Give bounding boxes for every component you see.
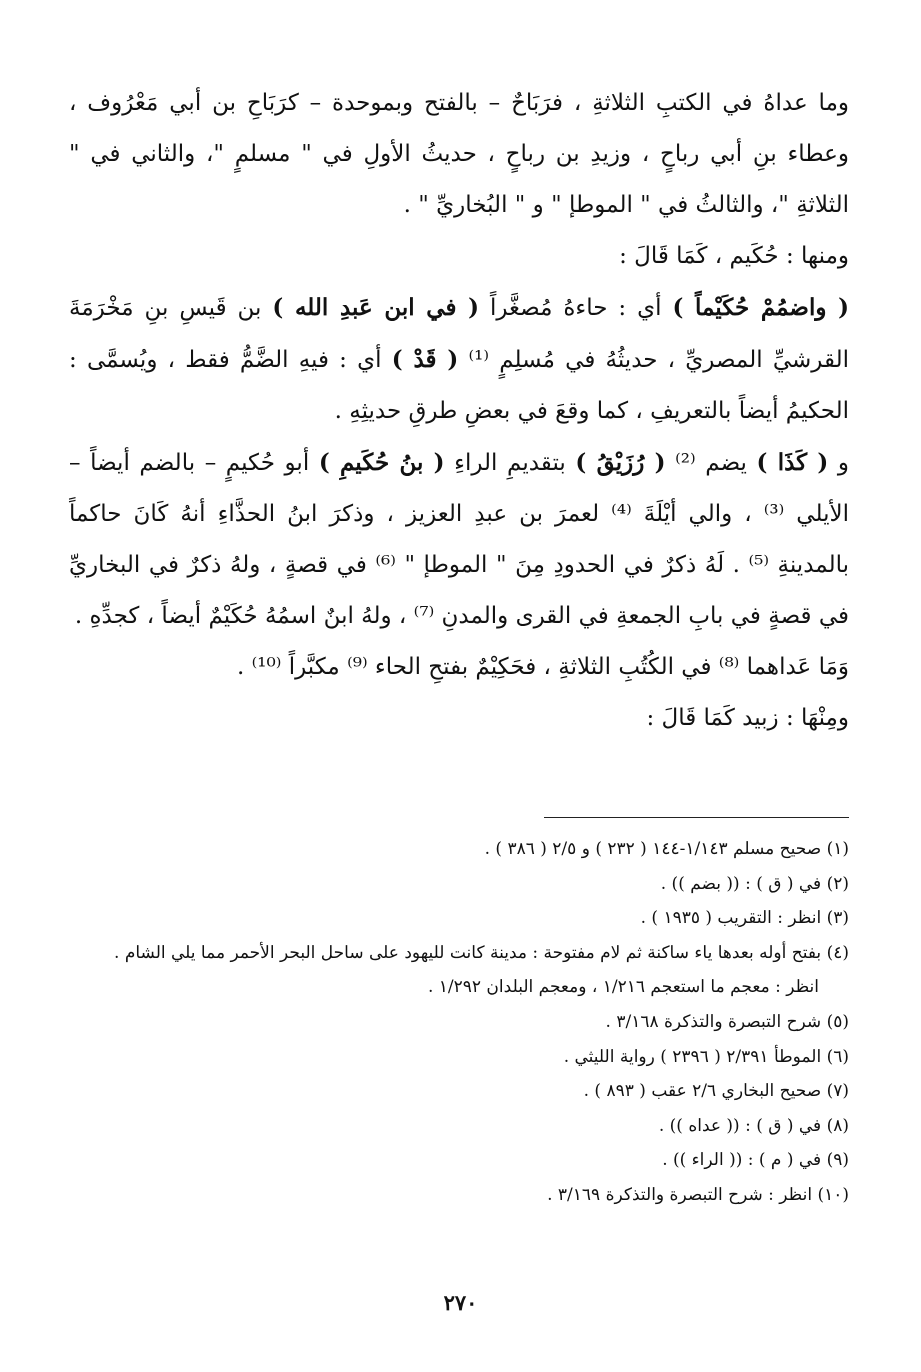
paragraph-5: وَمَا عَداهما ⁽⁸⁾ في الكُتُبِ الثلاثةِ ، فحَكِيْمٌ بفتحِ الحاء ⁽⁹⁾ مكبَّراً ⁽¹⁰⁾ . [237,654,849,680]
footnote-4-continuation: انظر : معجم ما استعجم ١/٢١٦ ، ومعجم البلدان ١/٢٩٢ . [427,977,819,998]
footnote-4: (٤) بفتح أوله بعدها ياء ساكنة ثم لام مفتوحة : مدينة كانت لليهود على ساحل البحر الأحمر مما يلي الشام . [114,942,849,963]
verse-phrase: ( رُزَيْقُ ) [575,449,666,476]
footnote-7: (٧) صحيح البخاري ٢/٦ عقب ( ٨٩٣ ) . [583,1081,849,1102]
paragraph-3 [69,282,849,437]
commentary-text: أي : فيهِ الضَّمُّ فقط ، ويُسمَّى : الحكيمُ أيضاً بالتعريفِ ، كما وقعَ في بعضِ طرقِ حديثِهِ . [69,347,849,424]
verse-phrase: ( قَدْ ) [391,346,459,373]
paragraph-6: ومِنْهَا : زبيد كَمَا قَالَ : [646,705,849,731]
page-number: ٢٧٠ [443,1290,478,1315]
paragraph-1: وما عداهُ في الكتبِ الثلاثةِ ، فرَبَاحٌ – بالفتح وبموحدة – كرَبَاحِ بن أبي مَعْرُوف ، وعطاء بنِ أبي رباحٍ ، وزيدِ بن رباحٍ ، حديثُ الأولِ في " مسلمٍ "، والثاني في " الثلاثةِ "، والثالثُ في " الموطإ " و " البُخاريِّ " . [69,90,849,218]
main-text [69,78,849,744]
commentary-text: يضم ⁽²⁾ [665,450,757,476]
verse-phrase: ( بنُ حُكَيمِ ) [318,449,445,476]
footnote-8: (٨) في ( ق ) : (( عداه )) . [658,1115,849,1136]
commentary-text: و [828,450,849,476]
commentary-text: أي : حاءهُ مُصغَّراً [479,295,673,321]
footnote-6: (٦) الموطأ ٢/٣٩١ ( ٢٣٩٦ ) رواية الليثي . [563,1046,849,1067]
commentary-text: أبو حُكيمٍ – بالضم أيضاً – الأيلي ⁽³⁾ ، والي أيْلَةَ ⁽⁴⁾ لعمرَ بن عبدِ العزيز ، وذكرَ ابنُ الحذَّاءِ أنهُ كَانَ حاكماً بالمدينةِ ⁽⁵⁾ . لَهُ ذكرٌ في الحدودِ مِنَ " الموطإ " ⁽⁶⁾ في قصةٍ ، ولهُ ذكرٌ في البخاريِّ في قصةٍ في بابِ الجمعةِ في القرى والمدنِ ⁽⁷⁾ ، ولهُ ابنٌ اسمُهُ حُكَيْمٌ أيضاً ، كجدِّهِ . [69,450,849,629]
commentary-text: بتقديمِ الراءِ [444,450,576,476]
footnote-5: (٥) شرح التبصرة والتذكرة ٣/١٦٨ . [605,1011,849,1032]
commentary-text: بن قَيسِ بنِ مَخْرَمَةَ القرشيِّ المصريِّ ، حديثُهُ في مُسلِمٍ ⁽¹⁾ [69,295,849,373]
verse-phrase: ( واضمُمْ حُكَيْماً ) [672,294,849,321]
verse-phrase: ( في ابن عَبدِ الله ) [272,294,479,321]
verse-phrase: ( كَذَا ) [756,449,829,476]
paragraph-4 [69,437,849,642]
footnote-9: (٩) في ( م ) : (( الراء )) . [662,1150,849,1171]
footnote-3: (٣) انظر : التقريب ( ١٩٣٥ ) . [640,908,849,929]
footnotes [59,832,849,1213]
footnote-1: (١) صحيح مسلم ١/١٤٣-١٤٤ ( ٢٣٢ ) و ٢/٥ ( ٣٨٦ ) . [484,839,849,859]
footnote-10: (١٠) انظر : شرح التبصرة والتذكرة ٣/١٦٩ . [547,1184,849,1205]
footnote-separator [544,817,849,818]
paragraph-2: ومنها : حُكَيم ، كَمَا قَالَ : [619,243,849,269]
footnote-2: (٢) في ( ق ) : (( بضم )) . [660,873,849,894]
